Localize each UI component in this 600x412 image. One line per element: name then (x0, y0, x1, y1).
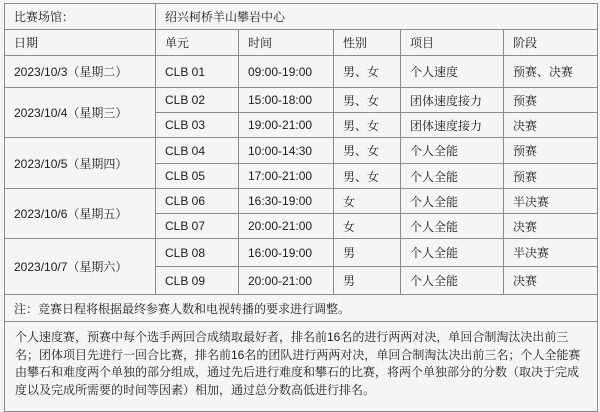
gender-cell: 男 (334, 239, 401, 267)
event-cell: 个人全能 (401, 214, 504, 239)
time-cell: 19:00-21:00 (239, 113, 334, 138)
gender-cell: 男 (334, 267, 401, 295)
event-cell: 个人全能 (401, 267, 504, 295)
time-cell: 09:00-19:00 (239, 56, 334, 88)
unit-cell: CLB 02 (156, 88, 239, 113)
column-header-unit: 单元 (156, 30, 239, 56)
date-cell: 2023/10/4（星期三） (5, 88, 156, 138)
unit-cell: CLB 01 (156, 56, 239, 88)
stage-cell: 决赛 (504, 113, 598, 138)
table-row (5, 88, 598, 113)
gender-cell: 男、女 (334, 164, 401, 189)
unit-cell: CLB 04 (156, 138, 239, 164)
event-cell: 个人速度 (401, 56, 504, 88)
unit-cell: CLB 09 (156, 267, 239, 295)
venue-value: 绍兴柯桥羊山攀岩中心 (156, 4, 598, 30)
unit-cell: CLB 03 (156, 113, 239, 138)
venue-row (5, 4, 598, 30)
gender-cell: 男、女 (334, 138, 401, 164)
unit-cell: CLB 08 (156, 239, 239, 267)
time-cell: 15:00-18:00 (239, 88, 334, 113)
event-cell: 个人全能 (401, 164, 504, 189)
time-cell: 20:00-21:00 (239, 214, 334, 239)
stage-cell: 决赛 (504, 214, 598, 239)
venue-label: 比赛场馆： (5, 4, 156, 30)
event-cell: 团体速度接力 (401, 88, 504, 113)
stage-cell: 预赛、决赛 (504, 56, 598, 88)
event-cell: 团体速度接力 (401, 113, 504, 138)
description-text: 个人速度赛，预赛中每个选手两回合成绩取最好者，排名前16名的进行两两对决，单回合制淘汰决出前三名；团体项目先进行一回合比赛，排名前16名的团队进行两两对决，单回合制淘汰决出前三名；个人全能赛由攀石和难度两个单独的部分组成，通过先后进行难度和攀石的比赛，将两个单独部分的分数（取决于完成度以及完成所需要的时间等因素）相加，通过总分数高低进行排名。 (5, 322, 598, 412)
time-cell: 20:00-21:00 (239, 267, 334, 295)
date-cell: 2023/10/3（星期二） (5, 56, 156, 88)
date-cell: 2023/10/5（星期四） (5, 138, 156, 189)
table-row (5, 189, 598, 214)
stage-cell: 预赛 (504, 164, 598, 189)
time-cell: 16:00-19:00 (239, 239, 334, 267)
note-row (5, 295, 598, 322)
competition-schedule-table (4, 3, 598, 412)
unit-cell: CLB 07 (156, 214, 239, 239)
column-header-time: 时间 (239, 30, 334, 56)
gender-cell: 男、女 (334, 56, 401, 88)
column-header-gender: 性别 (334, 30, 401, 56)
table-row (5, 138, 598, 164)
gender-cell: 男、女 (334, 113, 401, 138)
gender-cell: 女 (334, 189, 401, 214)
header-row (5, 30, 598, 56)
stage-cell: 预赛 (504, 88, 598, 113)
schedule-sheet (4, 3, 598, 412)
date-cell: 2023/10/7（星期六） (5, 239, 156, 295)
column-header-event: 项目 (401, 30, 504, 56)
gender-cell: 男、女 (334, 88, 401, 113)
unit-cell: CLB 06 (156, 189, 239, 214)
time-cell: 10:00-14:30 (239, 138, 334, 164)
event-cell: 个人全能 (401, 189, 504, 214)
table-row (5, 239, 598, 267)
event-cell: 个人全能 (401, 239, 504, 267)
description-row (5, 322, 598, 412)
stage-cell: 半决赛 (504, 189, 598, 214)
stage-cell: 预赛 (504, 138, 598, 164)
unit-cell: CLB 05 (156, 164, 239, 189)
stage-cell: 决赛 (504, 267, 598, 295)
date-cell: 2023/10/6（星期五） (5, 189, 156, 239)
stage-cell: 半决赛 (504, 239, 598, 267)
time-cell: 16:30-19:00 (239, 189, 334, 214)
column-header-date: 日期 (5, 30, 156, 56)
time-cell: 17:00-21:00 (239, 164, 334, 189)
column-header-stage: 阶段 (504, 30, 598, 56)
table-row (5, 56, 598, 88)
gender-cell: 女 (334, 214, 401, 239)
note-text: 注：竞赛日程将根据最终参赛人数和电视转播的要求进行调整。 (5, 295, 598, 322)
event-cell: 个人全能 (401, 138, 504, 164)
